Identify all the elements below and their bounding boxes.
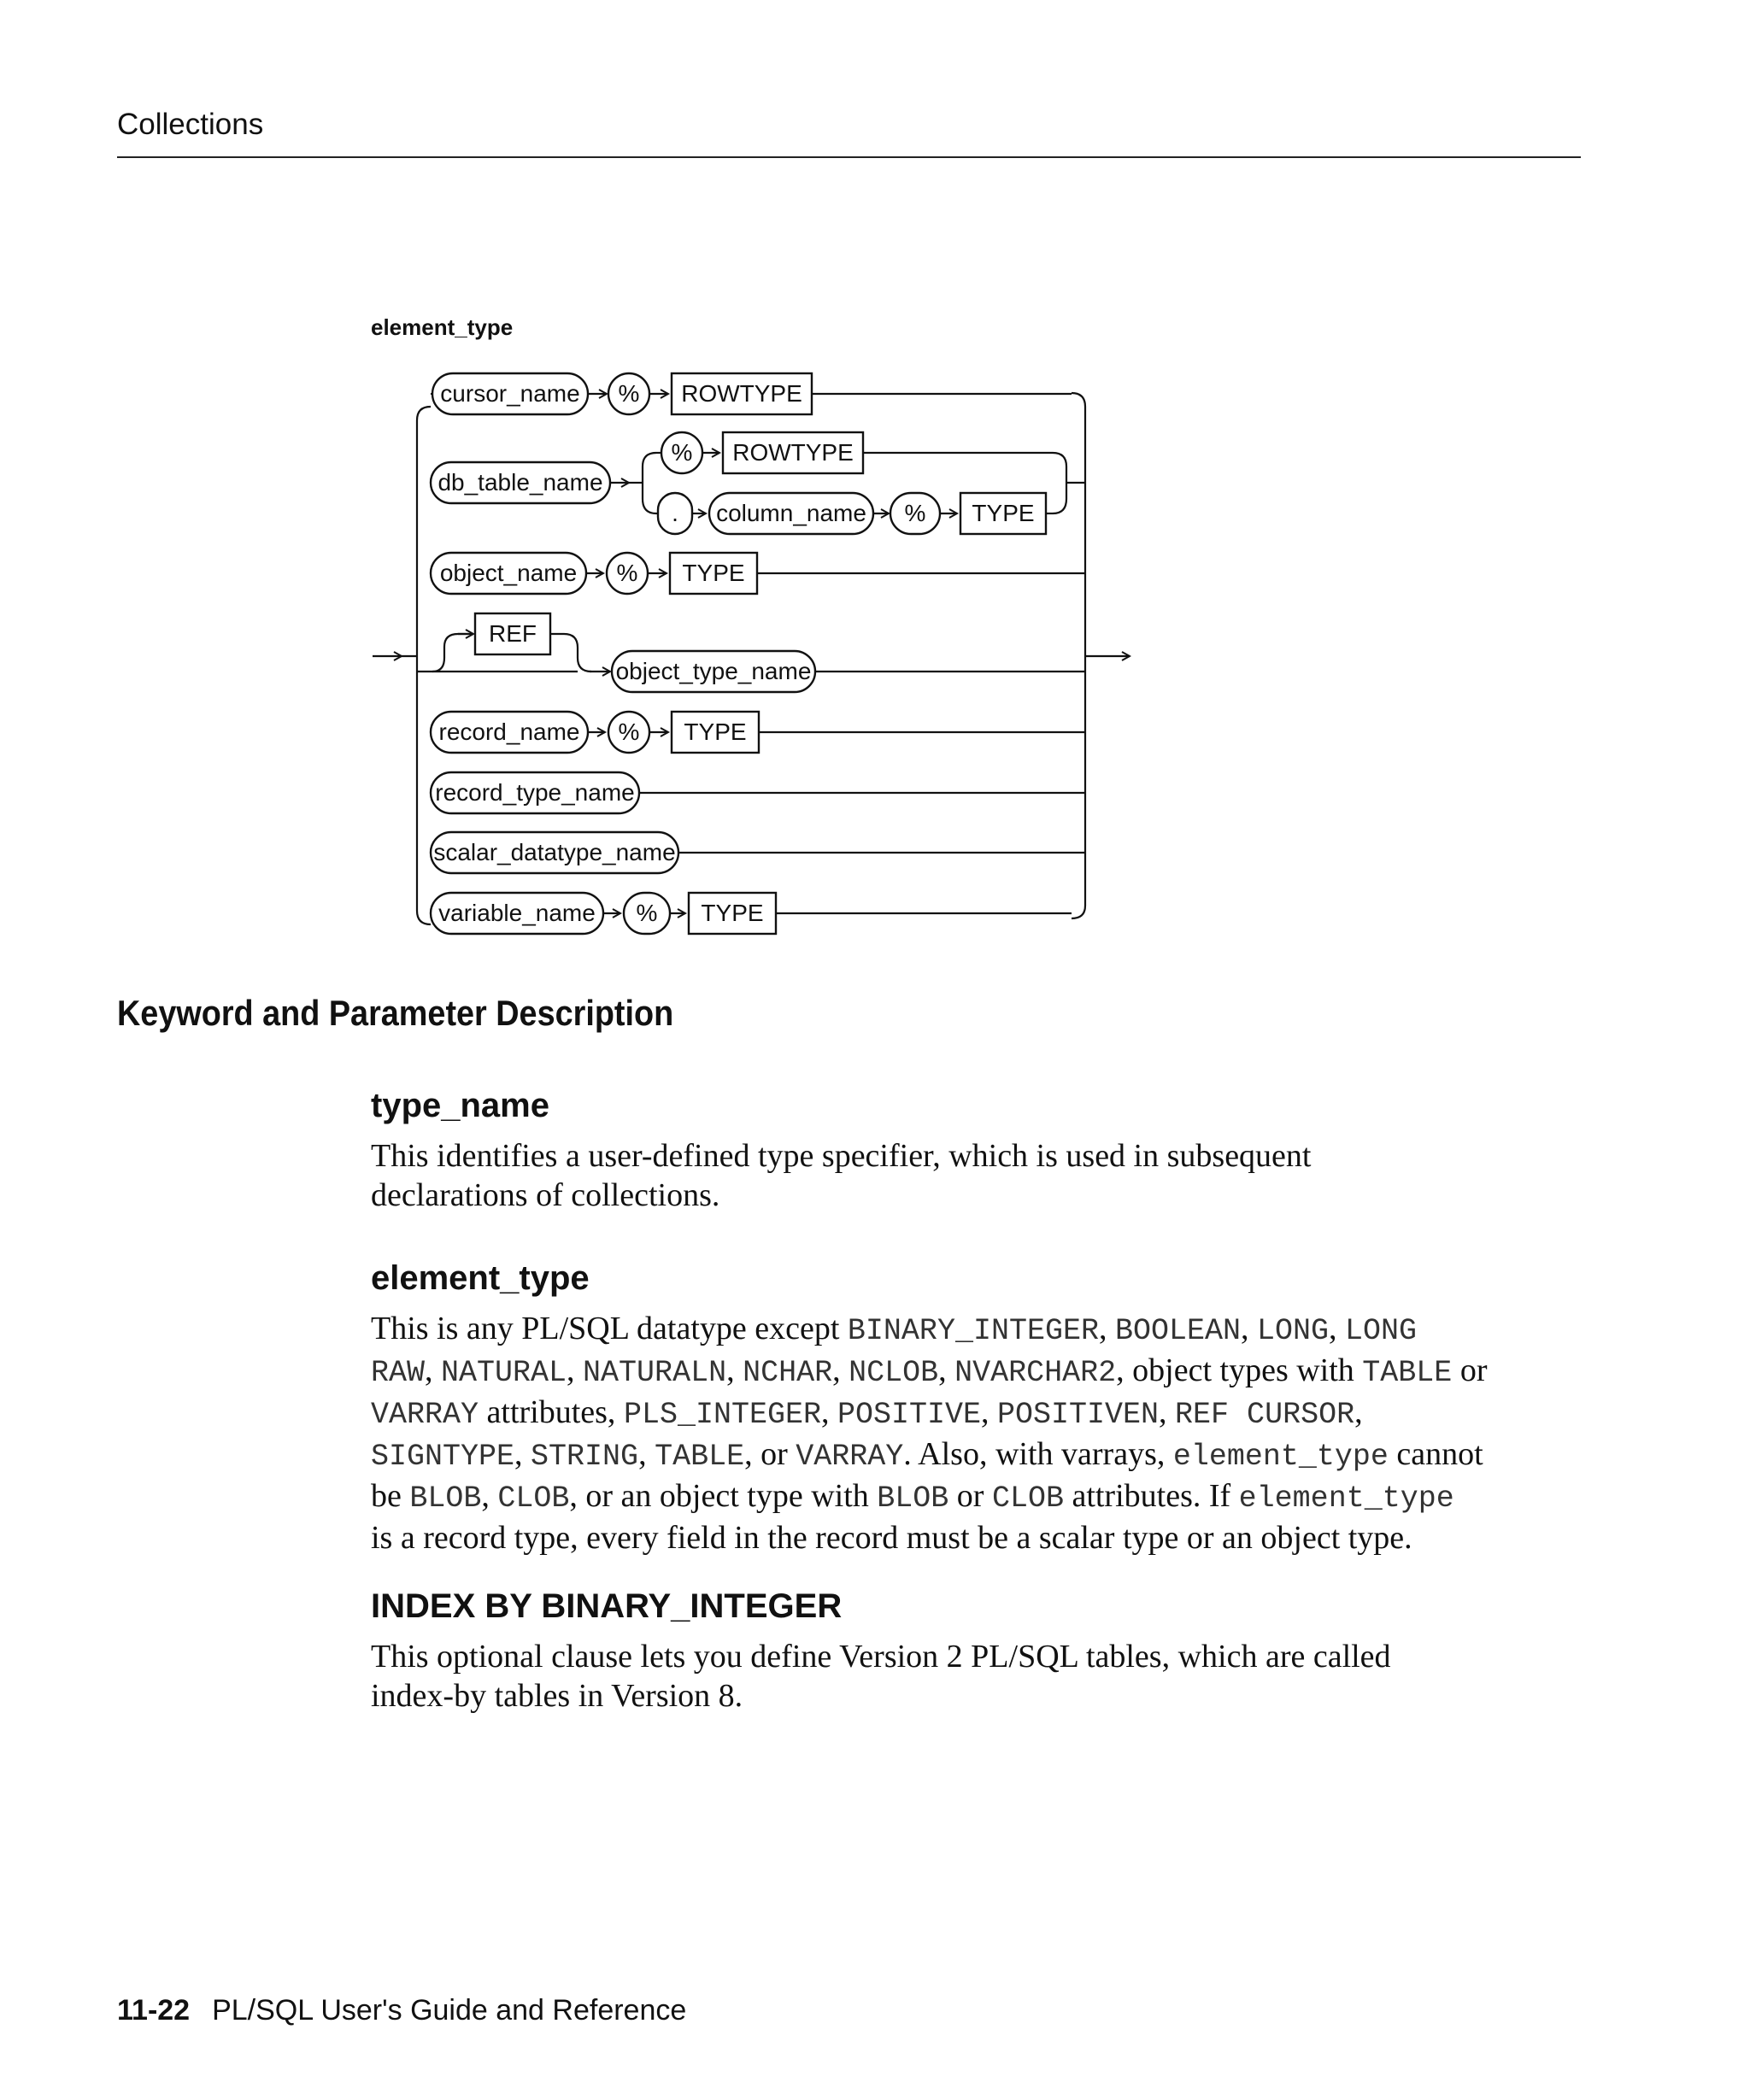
- text: ,: [481, 1478, 498, 1514]
- object-type-name-label: object_type_name: [615, 658, 812, 684]
- code: TABLE: [655, 1440, 745, 1474]
- code: element_type: [1238, 1481, 1454, 1516]
- code: REF CURSOR: [1175, 1398, 1355, 1432]
- code: STRING: [531, 1440, 639, 1474]
- object-percent-label: %: [616, 560, 638, 586]
- code: CLOB: [991, 1481, 1064, 1516]
- desc-line: is a record type, every field in the record must be a scalar type or an object type.: [371, 1520, 1412, 1556]
- text: or: [948, 1478, 992, 1514]
- code: BLOB: [409, 1481, 482, 1516]
- text: This is any PL/SQL datatype except: [371, 1311, 848, 1346]
- left-rail: [417, 407, 431, 924]
- text: ,: [1241, 1311, 1258, 1346]
- text: ,: [1159, 1394, 1176, 1430]
- page-footer: [117, 1994, 686, 2027]
- text: or: [1452, 1352, 1488, 1388]
- code: NATURALN: [583, 1356, 727, 1390]
- text: attributes. If: [1063, 1478, 1239, 1514]
- column-percent-label: %: [904, 500, 926, 526]
- text: ,: [567, 1352, 584, 1388]
- cursor-name-label: cursor_name: [440, 380, 580, 407]
- code: LONG: [1257, 1314, 1330, 1348]
- code: TABLE: [1362, 1356, 1453, 1390]
- db-table-sub-left-rail: [643, 453, 656, 513]
- code: BLOB: [877, 1481, 949, 1516]
- code: RAW: [371, 1356, 426, 1390]
- scalar-datatype-name-label: scalar_datatype_name: [433, 839, 676, 865]
- code: NCHAR: [743, 1356, 833, 1390]
- desc-line: [371, 1309, 1584, 1351]
- desc-line: declarations of collections.: [371, 1177, 720, 1213]
- code: CLOB: [497, 1481, 570, 1516]
- desc-line: This optional clause lets you define Version 2 PL/SQL tables, which are called: [371, 1639, 1391, 1675]
- text: ,: [638, 1436, 655, 1472]
- code: POSITIVEN: [997, 1398, 1160, 1432]
- term-element-type: element_type: [371, 1259, 590, 1297]
- text: attributes,: [479, 1394, 624, 1430]
- text: , or: [744, 1436, 796, 1472]
- db-table-dot-label: .: [672, 500, 678, 526]
- section-title: Keyword and Parameter Description: [117, 993, 674, 1033]
- text: , or an object type with: [569, 1478, 878, 1514]
- desc-type-name: [371, 1136, 1584, 1215]
- desc-element-type: [371, 1309, 1584, 1557]
- text: . Also, with varrays,: [903, 1436, 1173, 1472]
- code: SIGNTYPE: [371, 1440, 515, 1474]
- record-type-label: TYPE: [684, 719, 747, 745]
- db-table-percent-label: %: [671, 439, 693, 466]
- code: VARRAY: [371, 1398, 479, 1432]
- element-type-syntax-diagram: [0, 0, 1750, 957]
- code: NVARCHAR2: [954, 1356, 1117, 1390]
- desc-line: [371, 1476, 1584, 1518]
- text: ,: [1354, 1394, 1363, 1430]
- text: ,: [938, 1352, 955, 1388]
- column-type-label: TYPE: [972, 500, 1035, 526]
- desc-line: This identifies a user-defined type specifier, which is used in subsequent: [371, 1138, 1312, 1174]
- desc-line: [371, 1393, 1584, 1434]
- record-name-label: record_name: [438, 719, 580, 745]
- text: cannot: [1388, 1436, 1483, 1472]
- code: PLS_INTEGER: [623, 1398, 821, 1432]
- term-type-name: type_name: [371, 1087, 549, 1124]
- text: ,: [981, 1394, 998, 1430]
- text: ,: [1329, 1311, 1346, 1346]
- page-number: 11-22: [117, 1994, 191, 2027]
- code: NCLOB: [849, 1356, 939, 1390]
- code: POSITIVE: [837, 1398, 982, 1432]
- term-index-by: INDEX BY BINARY_INTEGER: [371, 1587, 843, 1625]
- ref-label: REF: [489, 620, 537, 647]
- desc-index-by: [371, 1637, 1584, 1716]
- column-name-label: column_name: [716, 500, 866, 526]
- code: NATURAL: [441, 1356, 567, 1390]
- record-percent-label: %: [618, 719, 640, 745]
- code: LONG: [1345, 1314, 1418, 1348]
- ref-branch: [432, 634, 472, 672]
- variable-percent-label: %: [636, 900, 658, 926]
- variable-name-label: variable_name: [438, 900, 596, 926]
- right-rail: [1072, 393, 1085, 918]
- running-header: Collections: [117, 108, 264, 141]
- code: BINARY_INTEGER: [847, 1314, 1099, 1348]
- desc-line: [371, 1434, 1584, 1476]
- desc-line: [371, 1351, 1584, 1393]
- object-name-label: object_name: [439, 560, 578, 586]
- record-type-name-label: record_type_name: [435, 779, 635, 806]
- code: VARRAY: [796, 1440, 904, 1474]
- code: BOOLEAN: [1114, 1314, 1242, 1348]
- code: element_type: [1172, 1440, 1389, 1474]
- cursor-percent-label: %: [618, 380, 640, 407]
- ref-branch-return: [550, 634, 591, 672]
- book-title: PL/SQL User's Guide and Reference: [212, 1994, 687, 2027]
- text: ,: [514, 1436, 531, 1472]
- text: , object types with: [1116, 1352, 1363, 1388]
- desc-line: index-by tables in Version 8.: [371, 1678, 743, 1714]
- cursor-rowtype-label: ROWTYPE: [681, 380, 802, 407]
- text: ,: [832, 1352, 849, 1388]
- text: ,: [425, 1352, 442, 1388]
- db-table-sub-right-rail: [1053, 453, 1066, 513]
- text: ,: [820, 1394, 837, 1430]
- text: ,: [1098, 1311, 1115, 1346]
- text: be: [371, 1478, 410, 1514]
- db-table-name-label: db_table_name: [438, 469, 603, 496]
- text: ,: [726, 1352, 743, 1388]
- variable-type-label: TYPE: [701, 900, 764, 926]
- db-table-rowtype-label: ROWTYPE: [732, 439, 854, 466]
- object-type-label: TYPE: [682, 560, 745, 586]
- diagram-label: element_type: [371, 314, 514, 340]
